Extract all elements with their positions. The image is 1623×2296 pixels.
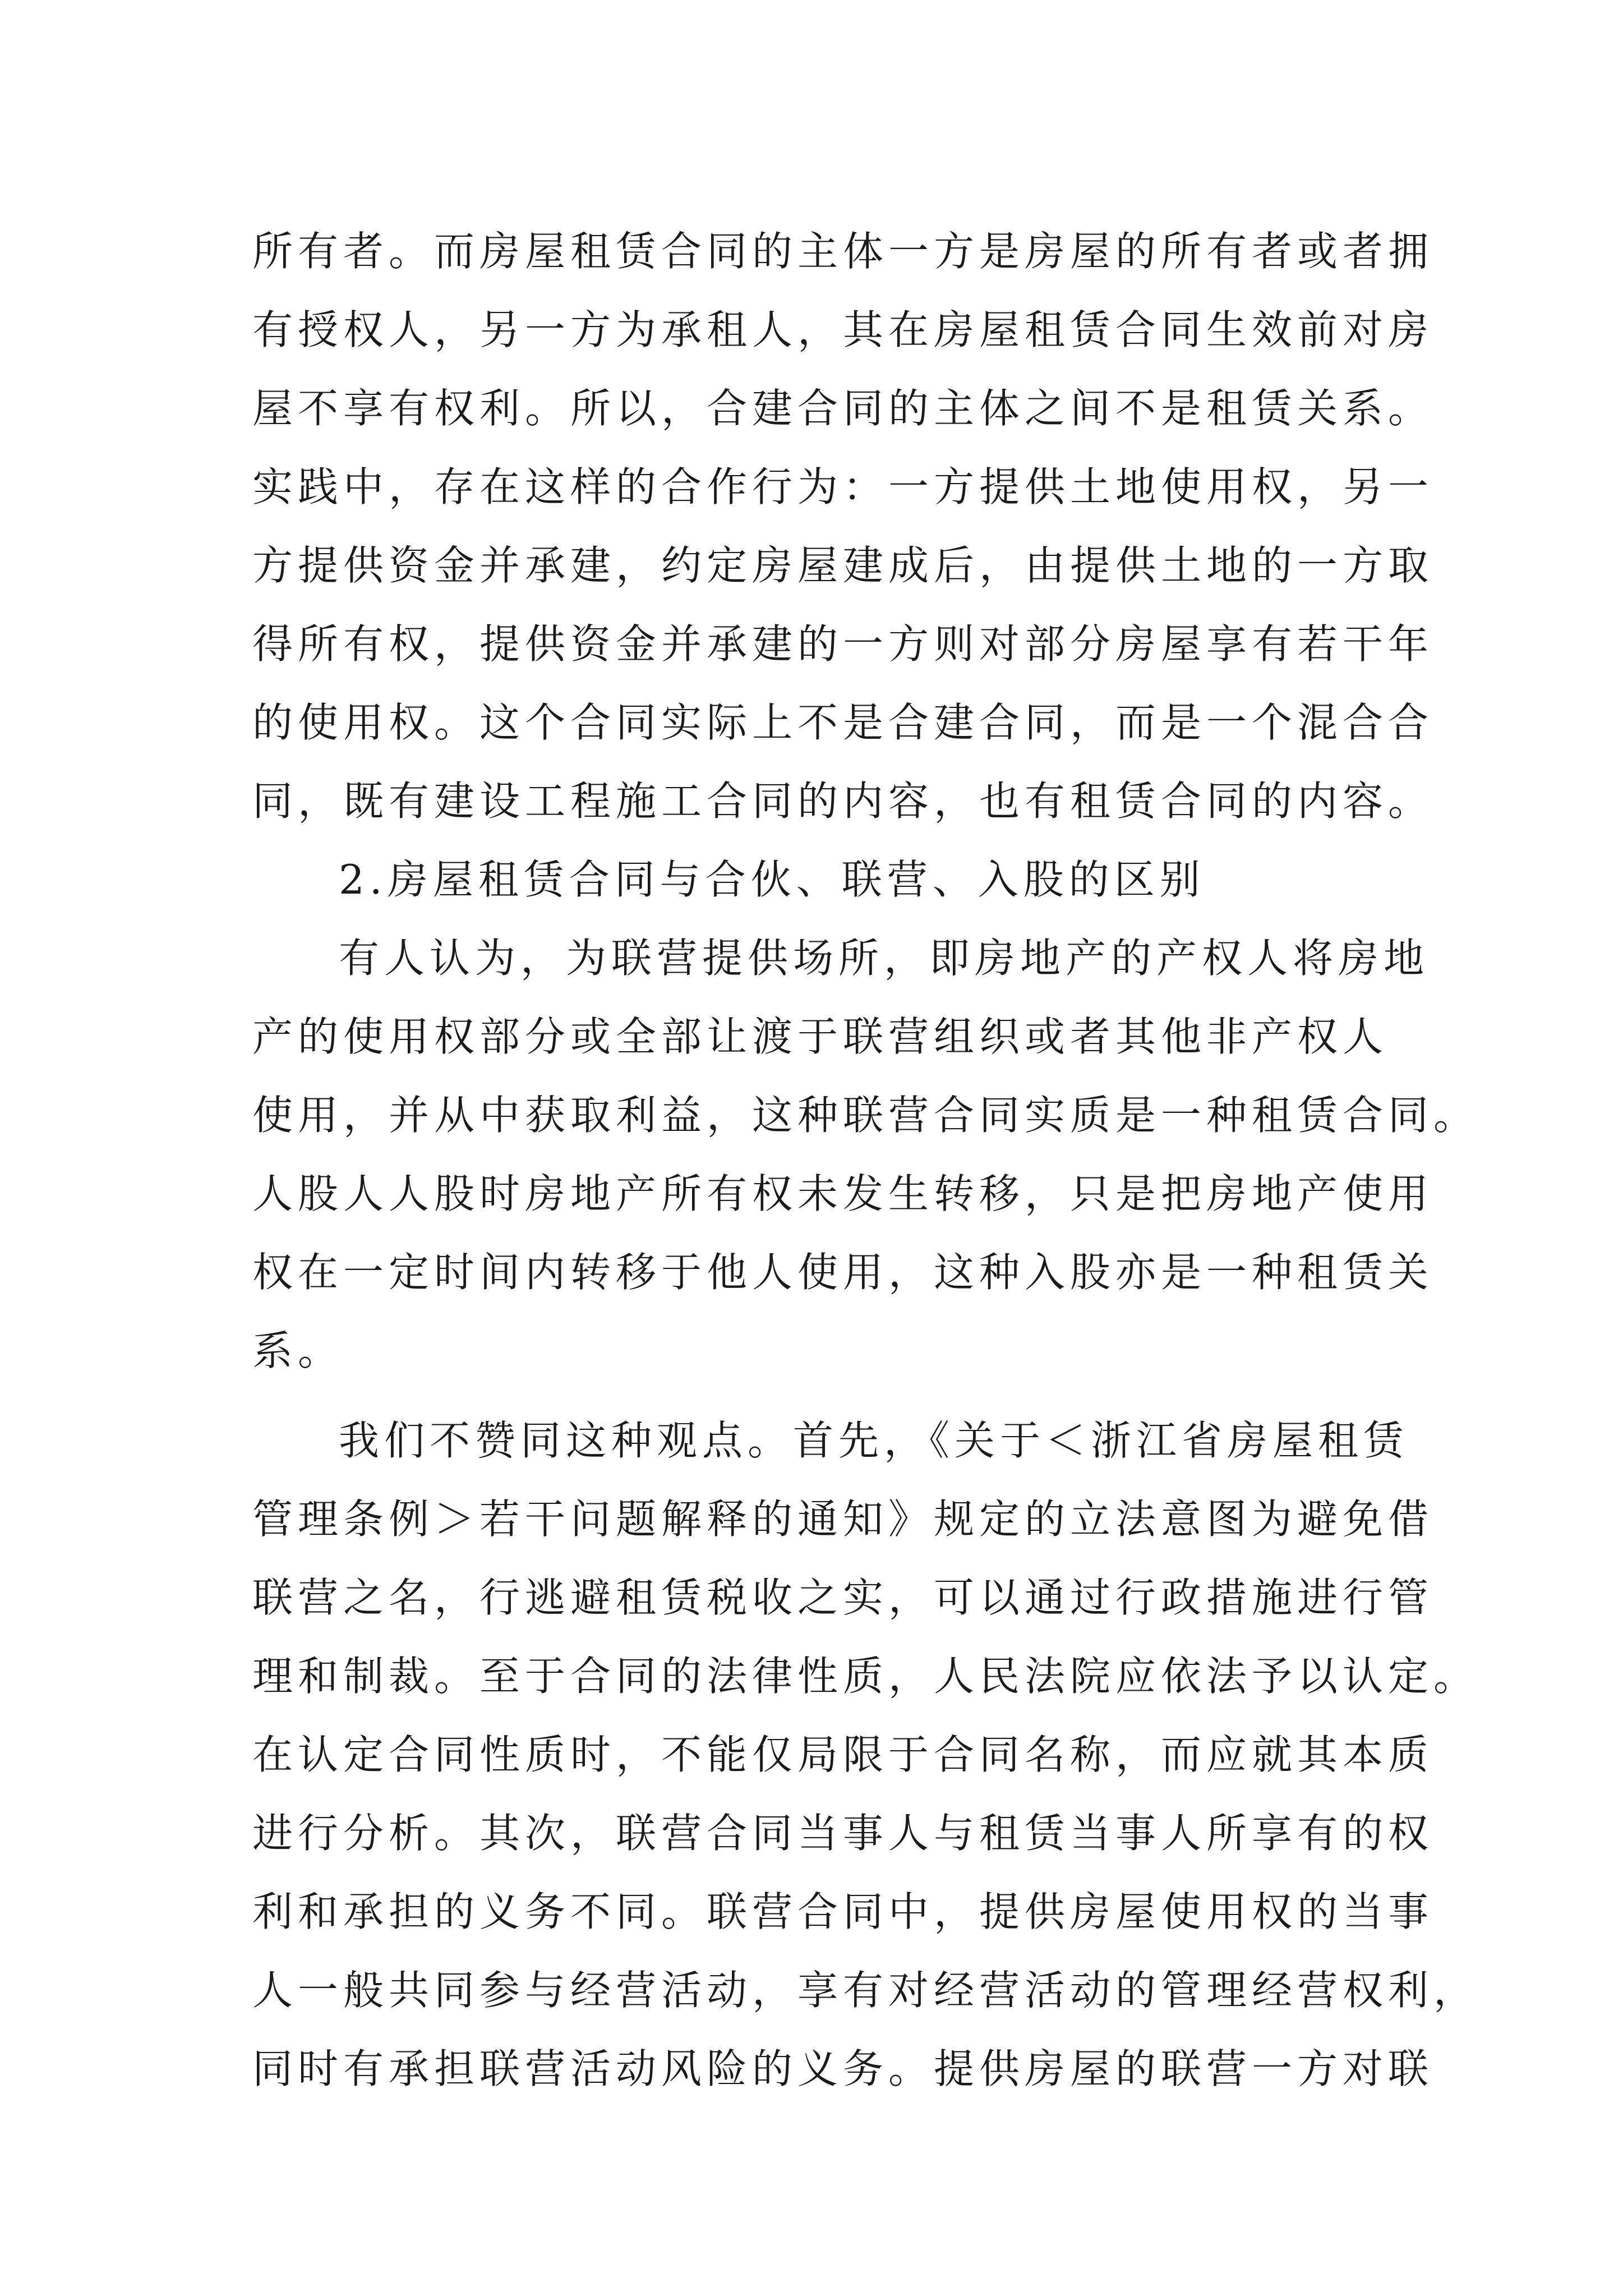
text-line: 管理条例＞若干问题解释的通知》规定的立法意图为避免借 xyxy=(252,1496,1434,1543)
text-line: 实践中，存在这样的合作行为：一方提供土地使用权，另一 xyxy=(252,463,1434,510)
text-line: 人一般共同参与经营活动，享有对经营活动的管理经营权利， xyxy=(252,1967,1479,2014)
text-line: 有人认为，为联营提供场所，即房地产的产权人将房地 xyxy=(339,935,1430,982)
text-line: 人股人人股时房地产所有权未发生转移，只是把房地产使用 xyxy=(252,1170,1434,1217)
text-line: 使用，并从中获取利益，这种联营合同实质是一种租赁合同。 xyxy=(252,1092,1479,1139)
text-line: 我们不赞同这种观点。首先，《关于＜浙江省房屋租赁 xyxy=(339,1417,1409,1464)
text-line: 所有者。而房屋租赁合同的主体一方是房屋的所有者或者拥 xyxy=(252,228,1434,275)
text-line: 同时有承担联营活动风险的义务。提供房屋的联营一方对联 xyxy=(252,2045,1434,2092)
text-line: 利和承担的义务不同。联营合同中，提供房屋使用权的当事 xyxy=(252,1888,1434,1935)
text-line: 系。 xyxy=(252,1327,344,1374)
text-line: 理和制裁。至于合同的法律性质，人民法院应依法予以认定。 xyxy=(252,1653,1479,1700)
text-line: 有授权人，另一方为承租人，其在房屋租赁合同生效前对房 xyxy=(252,306,1434,353)
text-line: 得所有权，提供资金并承建的一方则对部分房屋享有若干年 xyxy=(252,620,1434,668)
section-heading: 2.房屋租赁合同与合伙、联营、入股的区别 xyxy=(339,856,1205,903)
text-line: 联营之名，行逃避租赁税收之实，可以通过行政措施进行管 xyxy=(252,1574,1434,1621)
text-line: 进行分析。其次，联营合同当事人与租赁当事人所享有的权 xyxy=(252,1810,1434,1857)
text-line: 屋不享有权利。所以，合建合同的主体之间不是租赁关系。 xyxy=(252,385,1434,432)
text-line: 在认定合同性质时，不能仅局限于合同名称，而应就其本质 xyxy=(252,1731,1434,1778)
text-line: 权在一定时间内转移于他人使用，这种入股亦是一种租赁关 xyxy=(252,1249,1434,1296)
text-line: 产的使用权部分或全部让渡于联营组织或者其他非产权人 xyxy=(252,1013,1389,1060)
text-line: 同，既有建设工程施工合同的内容，也有租赁合同的内容。 xyxy=(252,777,1434,825)
text-line: 方提供资金并承建，约定房屋建成后，由提供土地的一方取 xyxy=(252,542,1434,589)
text-line: 的使用权。这个合同实际上不是合建合同，而是一个混合合 xyxy=(252,699,1434,746)
